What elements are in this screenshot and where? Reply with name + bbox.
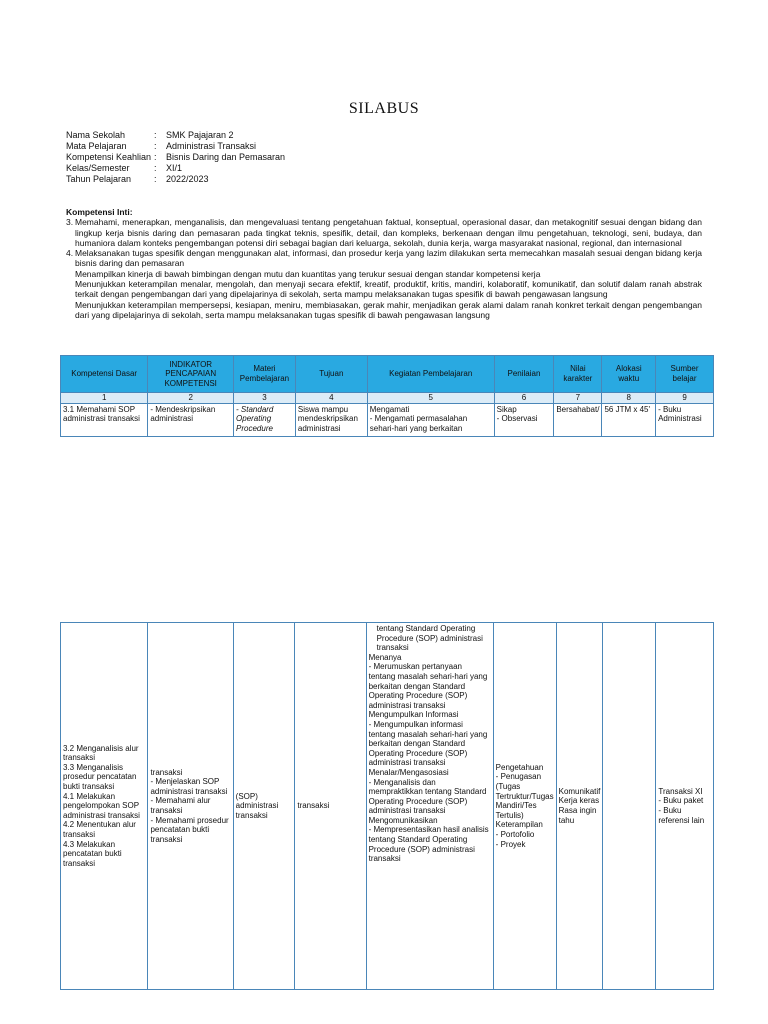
info-value: Administrasi Transaksi	[166, 141, 257, 151]
info-value: SMK Pajajaran 2	[166, 130, 234, 140]
kegiatan-heading: Mengumpulkan Informasi	[368, 710, 459, 720]
column-number-row	[61, 393, 714, 404]
cell-penilaian	[493, 623, 556, 990]
penilaian-heading: Pengetahuan	[495, 762, 544, 772]
kegiatan-item: - Merumuskan pertanyaan tentang masalah sehari-hari yang berkaitan dengan Standard Operating Procedure (SOP) administrasi transaksi	[369, 662, 491, 710]
penilaian-item: - Proyek	[496, 840, 554, 850]
sumber-item: - Buku Administrasi	[658, 405, 702, 424]
kegiatan-heading: Mengomunikasikan	[368, 815, 438, 825]
column-number: 5	[367, 393, 494, 404]
info-label: Nama Sekolah	[66, 130, 126, 140]
column-number: 8	[602, 393, 656, 404]
header-penilaian: Penilaian	[494, 356, 554, 393]
header-materi: Materi Pembelajaran	[234, 356, 296, 393]
kegiatan-heading: Mengamati	[369, 404, 410, 414]
penilaian-item: - Portofolio	[496, 830, 554, 840]
column-number: 6	[494, 393, 554, 404]
column-number: 7	[554, 393, 602, 404]
ki-number: 3.	[66, 217, 74, 228]
cell-ipk	[148, 623, 233, 990]
info-separator: :	[154, 141, 157, 151]
nilai-item: Komunikatif	[558, 786, 601, 796]
cell-nilai	[556, 623, 603, 990]
ipk-item: - Menjelaskan SOP administrasi transaksi	[150, 777, 230, 796]
kegiatan-item: - Mengamati permasalahan sehari-hari yang berkaitan	[370, 414, 492, 433]
cell-nilai: Bersahabat/	[554, 403, 602, 436]
cell-kegiatan	[367, 403, 494, 436]
penilaian-item: - Penugasan (Tugas Tertruktur/Tugas Mandiri/Tes Tertulis)	[496, 772, 554, 820]
header-kompetensi-dasar: Kompetensi Dasar	[61, 356, 148, 393]
cell-ipk	[148, 403, 234, 436]
document-title: SILABUS	[348, 100, 420, 117]
ipk-item: - Memahami alur transaksi	[150, 796, 230, 815]
header-tujuan: Tujuan	[295, 356, 367, 393]
cell-alokasi: 56 JTM x 45'	[602, 403, 656, 436]
info-value: 2022/2023	[166, 174, 209, 184]
kompetensi-inti	[66, 207, 702, 320]
ipk-continued: transaksi	[150, 767, 183, 777]
cell-sumber	[656, 623, 714, 990]
kegiatan-heading: Menanya	[368, 652, 402, 662]
table-row	[61, 403, 714, 436]
cell-tujuan: Siswa mampu mendeskripsikan administrasi	[295, 403, 367, 436]
kd-item: 4.2 Menentukan alur transaksi	[63, 820, 136, 839]
info-value: XI/1	[166, 163, 183, 173]
ki-number: 4.	[66, 248, 74, 259]
ki-text: Memahami, menerapkan, menganalisis, dan mengevaluasi tentang pengetahuan faktual, konseptual, operasional dasar, dan metakognitif sesuai dengan bidang dan lingkup kerja bisnis daring dan pemasaran pada tingkat teknis, spesifik, detail, dan kompleks, berkenaan dengan ilmu pengetahuan, teknologi, seni, budaya, dan humaniora dalam konteks pengembangan potensi diri sebagai bagian dari keluarga, sekolah, dunia kerja, warga masyarakat nasional, regional, dan internasional	[75, 217, 702, 248]
column-number: 3	[234, 393, 296, 404]
ki-item-3	[66, 217, 702, 248]
cell-kd: 3.1 Memahami SOP administrasi transaksi	[61, 403, 148, 436]
info-row	[66, 130, 285, 141]
penilaian-item: - Observasi	[497, 414, 552, 424]
cell-sumber	[656, 403, 714, 436]
table-row	[61, 623, 714, 990]
info-label: Kompetensi Keahlian	[66, 152, 152, 162]
header-nilai-karakter: Nilai karakter	[554, 356, 602, 393]
cell-tujuan: transaksi	[295, 623, 366, 990]
cell-ipk-item: - Mendeskripsikan administrasi	[150, 405, 215, 424]
column-number: 4	[295, 393, 367, 404]
info-row	[66, 174, 285, 185]
info-row	[66, 163, 285, 174]
info-separator: :	[154, 163, 157, 173]
column-number: 1	[61, 393, 148, 404]
ipk-item: - Memahami prosedur pencatatan bukti transaksi	[150, 816, 230, 845]
kegiatan-item: - Menganalisis dan mempraktikkan tentang Standard Operating Procedure (SOP) administrasi transaksi	[369, 778, 491, 816]
cell-materi-item: - Standard Operating Procedure	[236, 405, 273, 433]
ki-heading: Kompetensi Inti:	[66, 207, 133, 217]
header-indikator: INDIKATOR PENCAPAIAN KOMPETENSI	[148, 356, 234, 393]
kegiatan-item: - Mempresentasikan hasil analisis tentang Standard Operating Procedure (SOP) administrasi transaksi	[369, 825, 491, 863]
nilai-item: Rasa ingin tahu	[558, 806, 597, 825]
nilai-item: Kerja keras	[558, 796, 600, 806]
cell-materi: (SOP) administrasi transaksi	[233, 623, 295, 990]
penilaian-heading: Keterampilan	[495, 820, 543, 830]
sumber-continued: Transaksi XI	[658, 786, 703, 796]
info-separator: :	[154, 174, 157, 184]
syllabus-table-continued	[60, 622, 714, 990]
header-kegiatan: Kegiatan Pembelajaran	[367, 356, 494, 393]
ki-text: Melaksanakan tugas spesifik dengan menggunakan alat, informasi, dan prosedur kerja yang lazim dilakukan serta memecahkan masalah sesuai dengan bidang kerja bisnis daring dan pemasaran	[75, 248, 702, 269]
kd-item: 4.3 Melakukan pencatatan bukti transaksi	[63, 839, 122, 868]
ki-item-4	[66, 248, 702, 269]
kd-item: 3.3 Menganalisis prosedur pencatatan bukti transaksi	[63, 762, 137, 792]
school-info	[66, 130, 285, 185]
info-row	[66, 141, 285, 152]
sumber-item: - Buku referensi lain	[658, 806, 711, 825]
cell-kd	[61, 623, 148, 990]
sumber-item: - Buku paket	[658, 796, 711, 806]
cell-penilaian	[494, 403, 554, 436]
info-label: Kelas/Semester	[66, 163, 130, 173]
ki-paragraph: Menunjukkan keterampilan menalar, mengolah, dan menyaji secara efektif, kreatif, produktif, kritis, mandiri, kolaboratif, komunikatif, dan solutif dalam ranah abstrak terkait dengan pengembangan dari yang dipelajarinya di sekolah, serta mampu melaksanakan tugas spesifik di bawah pengawasan langsung	[75, 279, 702, 300]
cell-kegiatan	[366, 623, 493, 990]
kd-item: 4.1 Melakukan pengelompokan SOP administrasi transaksi	[63, 791, 140, 820]
ki-paragraph: Menunjukkan keterampilan mempersepsi, kesiapan, meniru, membiasakan, gerak mahir, menjadikan gerak alami dalam ranah konkret terkait dengan pengembangan dari yang dipelajarinya di sekolah, serta mampu melaksanakan tugas spesifik di bawah pengawasan langsung	[75, 299, 702, 320]
syllabus-table	[60, 355, 714, 437]
penilaian-heading: Sikap	[496, 404, 517, 414]
info-separator: :	[154, 152, 157, 162]
kegiatan-continued: tentang Standard Operating Procedure (SOP) administrasi transaksi	[376, 624, 483, 653]
info-separator: :	[154, 130, 157, 140]
column-number: 2	[148, 393, 234, 404]
header-alokasi: Alokasi waktu	[602, 356, 656, 393]
info-label: Tahun Pelajaran	[66, 174, 132, 184]
column-number: 9	[656, 393, 714, 404]
cell-materi	[234, 403, 296, 436]
kegiatan-item: - Mengumpulkan informasi tentang masalah sehari-hari yang berkaitan dengan Standard Operating Procedure (SOP) administrasi transaksi	[369, 720, 491, 768]
kegiatan-heading: Menalar/Mengasosiasi	[368, 767, 449, 777]
info-label: Mata Pelajaran	[66, 141, 127, 151]
kd-item: 3.2 Menganalisis alur transaksi	[63, 743, 139, 763]
ki-paragraph: Menampilkan kinerja di bawah bimbingan dengan mutu dan kuantitas yang terukur sesuai dengan standar kompetensi kerja	[75, 268, 541, 279]
cell-alokasi	[603, 623, 656, 990]
header-sumber: Sumber belajar	[656, 356, 714, 393]
info-row	[66, 152, 285, 163]
info-value: Bisnis Daring dan Pemasaran	[166, 152, 286, 162]
